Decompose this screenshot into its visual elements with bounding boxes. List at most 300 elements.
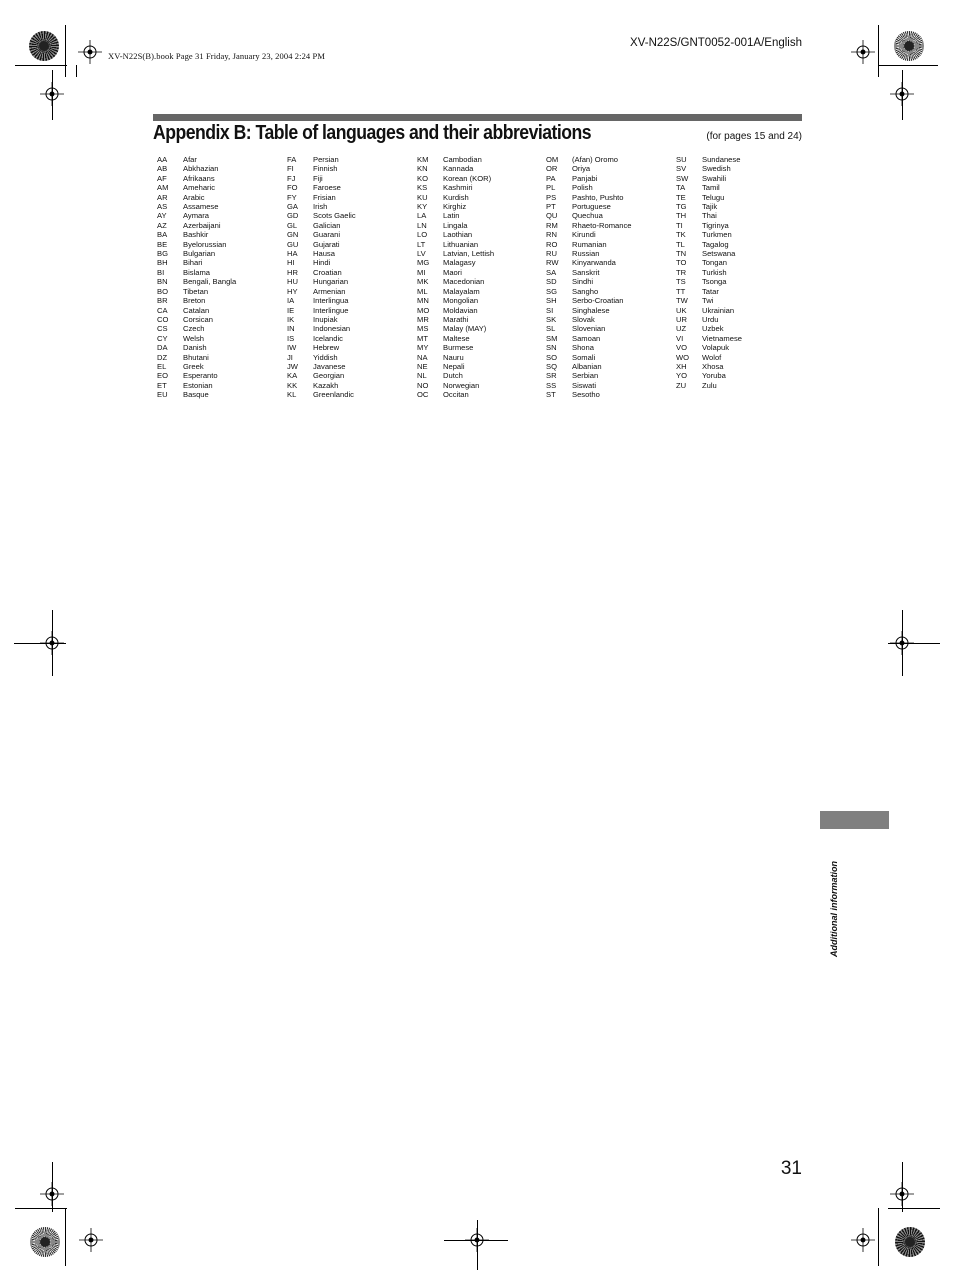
language-code: KL: [287, 390, 297, 400]
language-code: GL: [287, 220, 298, 230]
language-code: IE: [287, 305, 295, 315]
language-row: [676, 240, 801, 249]
language-code: SH: [546, 296, 557, 306]
language-code: CO: [157, 314, 169, 324]
language-row: [287, 155, 412, 164]
language-name: Rhaeto-Romance: [572, 220, 632, 230]
language-row: [417, 277, 542, 286]
language-row: [546, 390, 671, 399]
language-row: [157, 211, 282, 220]
language-row: [287, 353, 412, 362]
language-code: SS: [546, 380, 557, 390]
language-name: Scots Gaelic: [313, 211, 356, 221]
language-row: [546, 193, 671, 202]
language-name: Breton: [183, 296, 206, 306]
language-code: LT: [417, 239, 426, 249]
language-name: Siswati: [572, 380, 597, 390]
crosshair-icon: [78, 40, 102, 64]
language-code: DA: [157, 343, 168, 353]
language-code: PL: [546, 183, 556, 193]
language-row: [157, 390, 282, 399]
language-row: [287, 193, 412, 202]
language-row: [546, 164, 671, 173]
crop-mark: [902, 70, 903, 120]
language-row: [676, 343, 801, 352]
language-name: Frisian: [313, 192, 336, 202]
language-row: [546, 211, 671, 220]
language-name: Yiddish: [313, 352, 338, 362]
language-name: Turkmen: [702, 230, 732, 240]
language-row: [287, 306, 412, 315]
language-code: SU: [676, 155, 687, 164]
language-row: [676, 381, 801, 390]
language-code: SI: [546, 305, 554, 315]
language-code: KN: [417, 164, 428, 174]
language-name: Hebrew: [313, 343, 340, 353]
language-code: NE: [417, 361, 428, 371]
language-row: [546, 277, 671, 286]
language-row: [546, 306, 671, 315]
registration-target-icon: [30, 1227, 60, 1257]
language-name: Catalan: [183, 305, 210, 315]
language-name: Slovak: [572, 314, 595, 324]
language-code: SO: [546, 352, 557, 362]
crop-mark: [878, 1208, 879, 1266]
language-column: [676, 155, 801, 390]
language-name: Serbian: [572, 371, 599, 381]
language-code: TL: [676, 239, 685, 249]
language-name: Sundanese: [702, 155, 741, 164]
language-name: Slovenian: [572, 324, 606, 334]
language-row: [287, 362, 412, 371]
crosshair-icon: [40, 1182, 64, 1206]
language-row: [287, 202, 412, 211]
language-row: [417, 164, 542, 173]
language-row: [546, 381, 671, 390]
language-name: Korean (KOR): [443, 173, 492, 183]
language-row: [287, 240, 412, 249]
language-name: Sesotho: [572, 390, 600, 400]
crop-mark: [878, 65, 938, 66]
language-row: [676, 155, 801, 164]
language-row: [287, 343, 412, 352]
language-name: Tsonga: [702, 277, 727, 287]
language-name: Kurdish: [443, 192, 469, 202]
language-code: TE: [676, 192, 686, 202]
language-name: Mongolian: [443, 296, 479, 306]
crop-mark: [15, 1208, 67, 1209]
language-name: Russian: [572, 249, 600, 259]
language-row: [676, 211, 801, 220]
language-name: Greenlandic: [313, 390, 354, 400]
language-row: [546, 155, 671, 164]
crosshair-icon: [851, 1228, 875, 1252]
language-name: Tibetan: [183, 286, 209, 296]
language-name: Galician: [313, 220, 341, 230]
language-code: FA: [287, 155, 297, 164]
language-row: [157, 353, 282, 362]
language-name: Icelandic: [313, 333, 343, 343]
language-code: TA: [676, 183, 686, 193]
language-code: OM: [546, 155, 559, 164]
language-code: HU: [287, 277, 298, 287]
language-name: Albanian: [572, 361, 602, 371]
language-row: [676, 174, 801, 183]
language-code: IA: [287, 296, 295, 306]
language-name: Bengali, Bangla: [183, 277, 237, 287]
language-row: [417, 249, 542, 258]
language-row: [287, 334, 412, 343]
language-name: Basque: [183, 390, 209, 400]
language-row: [157, 174, 282, 183]
document-code: XV-N22S/GNT0052-001A/English: [630, 37, 802, 49]
language-row: [287, 211, 412, 220]
language-row: [417, 193, 542, 202]
language-code: SA: [546, 267, 557, 277]
language-code: IW: [287, 343, 297, 353]
crop-mark: [15, 65, 67, 66]
language-code: MR: [417, 314, 429, 324]
language-row: [157, 221, 282, 230]
language-code: GU: [287, 239, 299, 249]
crop-mark: [65, 25, 66, 77]
book-info-header: XV-N22S(B).book Page 31 Friday, January 23, 2004 2:24 PM: [108, 51, 325, 61]
language-code: LN: [417, 220, 427, 230]
crop-mark: [878, 25, 879, 77]
language-code: TR: [676, 267, 687, 277]
language-name: Kannada: [443, 164, 474, 174]
language-name: Hausa: [313, 249, 335, 259]
language-code: KY: [417, 202, 428, 212]
language-name: Macedonian: [443, 277, 485, 287]
language-row: [676, 164, 801, 173]
language-name: Fiji: [313, 173, 323, 183]
language-name: Interlingue: [313, 305, 349, 315]
crop-mark: [14, 643, 66, 644]
registration-target-icon: [29, 31, 59, 61]
language-name: Oriya: [572, 164, 591, 174]
language-row: [546, 258, 671, 267]
language-code: SD: [546, 277, 557, 287]
language-row: [676, 202, 801, 211]
language-name: Bulgarian: [183, 249, 216, 259]
language-code: JW: [287, 361, 298, 371]
language-code: BH: [157, 258, 168, 268]
language-row: [157, 324, 282, 333]
language-name: Faroese: [313, 183, 341, 193]
language-row: [157, 230, 282, 239]
crop-mark: [444, 1240, 508, 1241]
language-row: [157, 296, 282, 305]
language-name: (Afan) Oromo: [572, 155, 618, 164]
page-title: Appendix B: Table of languages and their abbreviations: [153, 121, 592, 144]
language-name: Maltese: [443, 333, 470, 343]
language-code: MN: [417, 296, 429, 306]
language-row: [417, 183, 542, 192]
language-name: Kinyarwanda: [572, 258, 616, 268]
language-code: CS: [157, 324, 168, 334]
language-code: FJ: [287, 173, 296, 183]
language-name: Georgian: [313, 371, 345, 381]
language-code: NA: [417, 352, 428, 362]
language-name: Aymara: [183, 211, 210, 221]
language-name: Esperanto: [183, 371, 218, 381]
language-name: Czech: [183, 324, 205, 334]
language-row: [417, 343, 542, 352]
language-name: Sangho: [572, 286, 599, 296]
language-code: IK: [287, 314, 295, 324]
language-name: Javanese: [313, 361, 346, 371]
language-code: HI: [287, 258, 295, 268]
language-name: Kazakh: [313, 380, 339, 390]
language-code: UR: [676, 314, 687, 324]
language-row: [676, 258, 801, 267]
language-column: [417, 155, 542, 400]
language-code: UK: [676, 305, 687, 315]
language-code: SV: [676, 164, 687, 174]
language-row: [287, 324, 412, 333]
language-name: Abkhazian: [183, 164, 219, 174]
language-code: HR: [287, 267, 298, 277]
language-row: [546, 240, 671, 249]
language-name: Interlingua: [313, 296, 349, 306]
language-row: [546, 353, 671, 362]
language-column: [546, 155, 671, 400]
language-code: FO: [287, 183, 298, 193]
language-name: Bashkir: [183, 230, 209, 240]
language-code: MG: [417, 258, 430, 268]
language-name: Kirundi: [572, 230, 596, 240]
language-code: AY: [157, 211, 167, 221]
language-row: [546, 287, 671, 296]
language-row: [676, 371, 801, 380]
language-column: [157, 155, 282, 400]
language-row: [676, 287, 801, 296]
language-code: OR: [546, 164, 558, 174]
language-row: [157, 343, 282, 352]
language-row: [546, 230, 671, 239]
language-name: Zulu: [702, 380, 717, 390]
language-name: Latin: [443, 211, 460, 221]
language-name: Swedish: [702, 164, 731, 174]
language-code: HY: [287, 286, 298, 296]
language-code: MS: [417, 324, 429, 334]
language-name: Setswana: [702, 249, 736, 259]
language-row: [417, 221, 542, 230]
language-name: Moldavian: [443, 305, 478, 315]
language-row: [546, 362, 671, 371]
language-name: Serbo-Croatian: [572, 296, 624, 306]
language-code: ML: [417, 286, 428, 296]
language-code: TT: [676, 286, 686, 296]
language-name: Sindhi: [572, 277, 594, 287]
language-code: SL: [546, 324, 556, 334]
language-code: PT: [546, 202, 556, 212]
language-code: IN: [287, 324, 295, 334]
language-row: [676, 324, 801, 333]
language-name: Hungarian: [313, 277, 349, 287]
language-name: Maori: [443, 267, 462, 277]
language-code: WO: [676, 352, 690, 362]
pages-reference-note: (for pages 15 and 24): [706, 131, 802, 142]
language-row: [417, 296, 542, 305]
language-code: TS: [676, 277, 686, 287]
language-row: [676, 315, 801, 324]
language-row: [417, 390, 542, 399]
language-name: Volapuk: [702, 343, 730, 353]
page-number: 31: [780, 1158, 802, 1179]
language-row: [287, 371, 412, 380]
language-name: Kashmiri: [443, 183, 473, 193]
language-name: Burmese: [443, 343, 474, 353]
language-row: [287, 249, 412, 258]
language-row: [417, 211, 542, 220]
language-code: AB: [157, 164, 168, 174]
language-name: Finnish: [313, 164, 338, 174]
language-row: [417, 155, 542, 164]
language-code: AZ: [157, 220, 167, 230]
language-row: [546, 343, 671, 352]
language-row: [546, 183, 671, 192]
crop-mark: [888, 643, 940, 644]
language-name: Welsh: [183, 333, 204, 343]
language-code: SR: [546, 371, 557, 381]
language-name: Malagasy: [443, 258, 476, 268]
language-row: [157, 277, 282, 286]
language-name: Armenian: [313, 286, 346, 296]
language-row: [157, 381, 282, 390]
language-row: [287, 221, 412, 230]
crop-mark: [76, 65, 77, 77]
language-name: Irish: [313, 202, 328, 212]
crop-mark: [65, 1208, 66, 1266]
language-name: Rumanian: [572, 239, 607, 249]
language-name: Pashto, Pushto: [572, 192, 624, 202]
language-code: FY: [287, 192, 297, 202]
language-code: PS: [546, 192, 557, 202]
language-row: [287, 230, 412, 239]
language-code: GA: [287, 202, 298, 212]
language-name: Ameharic: [183, 183, 216, 193]
language-code: KO: [417, 173, 428, 183]
language-name: Guarani: [313, 230, 341, 240]
language-code: BG: [157, 249, 168, 259]
language-name: Corsican: [183, 314, 213, 324]
language-code: IS: [287, 333, 295, 343]
language-name: Greek: [183, 361, 204, 371]
registration-target-icon: [894, 31, 924, 61]
language-row: [287, 381, 412, 390]
language-name: Somali: [572, 352, 596, 362]
language-row: [676, 306, 801, 315]
language-name: Telugu: [702, 192, 725, 202]
language-row: [417, 202, 542, 211]
language-code: BO: [157, 286, 168, 296]
language-column: [287, 155, 412, 400]
language-code: RW: [546, 258, 559, 268]
language-row: [546, 249, 671, 258]
language-row: [157, 249, 282, 258]
language-code: SW: [676, 173, 689, 183]
title-rule: [153, 114, 802, 121]
language-code: EL: [157, 361, 167, 371]
language-code: QU: [546, 211, 558, 221]
language-row: [157, 193, 282, 202]
language-code: AA: [157, 155, 168, 164]
language-code: NL: [417, 371, 427, 381]
language-code: KM: [417, 155, 429, 164]
language-name: Assamese: [183, 202, 219, 212]
language-code: KA: [287, 371, 298, 381]
language-name: Polish: [572, 183, 593, 193]
language-row: [157, 155, 282, 164]
language-code: MT: [417, 333, 428, 343]
language-name: Latvian, Lettish: [443, 249, 495, 259]
language-row: [546, 315, 671, 324]
language-code: LV: [417, 249, 426, 259]
language-row: [287, 277, 412, 286]
language-name: Norwegian: [443, 380, 480, 390]
language-code: VI: [676, 333, 684, 343]
language-name: Lithuanian: [443, 239, 479, 249]
language-row: [546, 221, 671, 230]
language-name: Xhosa: [702, 361, 724, 371]
language-code: BI: [157, 267, 165, 277]
language-name: Portuguese: [572, 202, 611, 212]
language-code: MI: [417, 267, 426, 277]
language-code: RU: [546, 249, 557, 259]
language-name: Shona: [572, 343, 594, 353]
language-code: ZU: [676, 380, 687, 390]
language-row: [157, 287, 282, 296]
language-row: [417, 306, 542, 315]
language-row: [287, 174, 412, 183]
language-name: Yoruba: [702, 371, 726, 381]
language-name: Thai: [702, 211, 717, 221]
language-row: [417, 324, 542, 333]
language-row: [287, 315, 412, 324]
language-name: Marathi: [443, 314, 469, 324]
language-code: KS: [417, 183, 428, 193]
language-row: [417, 230, 542, 239]
crop-mark: [52, 70, 53, 120]
language-row: [157, 258, 282, 267]
language-row: [157, 183, 282, 192]
language-name: Malay (MAY): [443, 324, 487, 334]
crosshair-icon: [890, 1182, 914, 1206]
language-row: [287, 390, 412, 399]
language-row: [546, 268, 671, 277]
language-name: Lingala: [443, 220, 468, 230]
language-row: [287, 268, 412, 277]
language-row: [546, 324, 671, 333]
language-row: [287, 164, 412, 173]
language-name: Afar: [183, 155, 197, 164]
language-row: [157, 202, 282, 211]
crop-mark: [888, 1208, 940, 1209]
language-name: Arabic: [183, 192, 205, 202]
language-row: [287, 183, 412, 192]
language-code: RN: [546, 230, 557, 240]
language-code: GN: [287, 230, 299, 240]
language-row: [417, 315, 542, 324]
language-row: [676, 230, 801, 239]
language-name: Afrikaans: [183, 173, 215, 183]
section-tab: [820, 811, 889, 829]
language-code: SN: [546, 343, 557, 353]
language-code: OC: [417, 390, 429, 400]
language-name: Byelorussian: [183, 239, 227, 249]
